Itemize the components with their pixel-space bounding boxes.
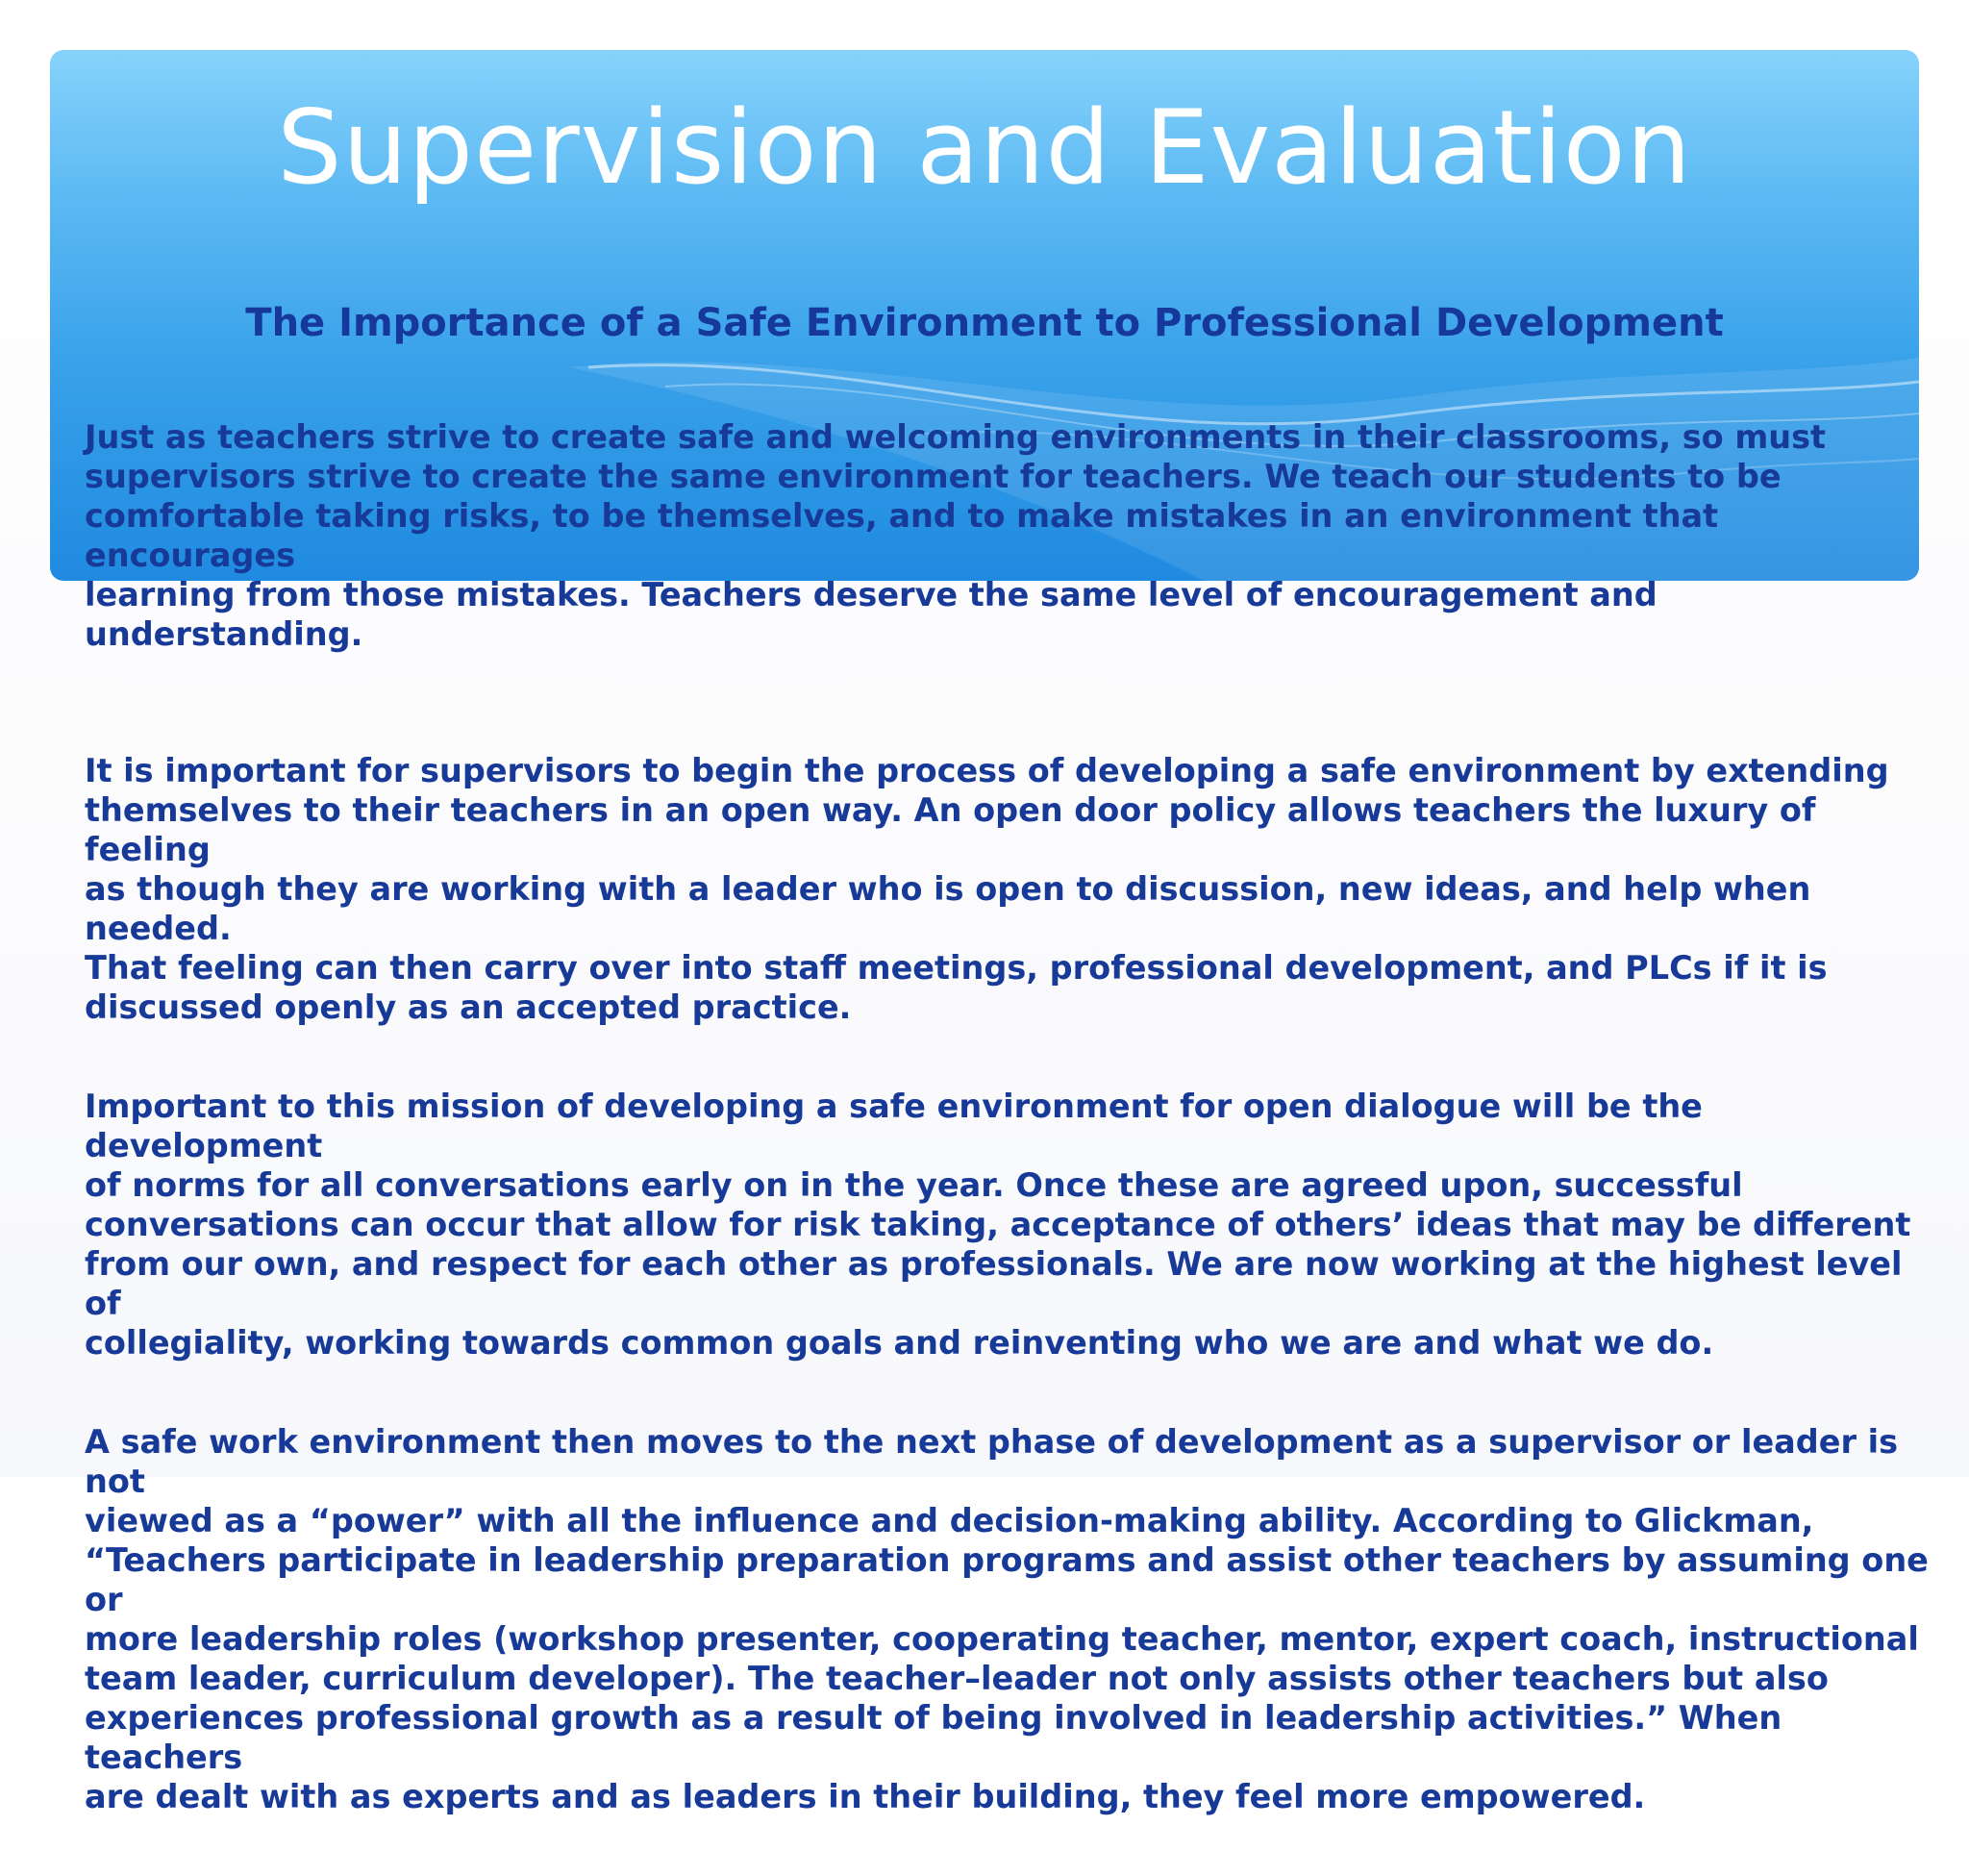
slide-title: Supervision and Evaluation	[277, 88, 1692, 207]
slide-subtitle: The Importance of a Safe Environment to Professional Development	[245, 301, 1724, 345]
paragraph-2: It is important for supervisors to begin the process of developing a safe environment by extending themselves to their teachers in an open way. An open door policy allows teachers the luxury of feeling as though they are working with a leader who is open to discussion, new ideas, and help when needed. That feeling can then carry over into staff meetings, professional development, and PLCs if it is discussed openly as an accepted practice.	[85, 752, 1889, 1026]
paragraph-1: Just as teachers strive to create safe and welcoming environments in their classrooms, so must supervisors strive to create the same environment for teachers. We teach our students to be comfortable taking risks, to be themselves, and to make mistakes in an environment that encourages learning from those mistakes. Teachers deserve the same level of encouragement and understanding.	[85, 418, 1827, 653]
paragraph-4: A safe work environment then moves to the next phase of development as a supervisor or leader is not viewed as a “power” with all the influence and decision-making ability. According to Glickman, “Teachers participate in leadership preparation programs and assist other teachers by assuming one or more leadership roles (workshop presenter, cooperating teacher, mentor, expert coach, instructional team leader, curriculum developer). The teacher–leader not only assists other teachers but also experiences professional growth as a result of being involved in leadership activities.” When teachers are dealt with as experts and as leaders in their building, they feel more empowered.	[85, 1423, 1929, 1815]
body-text	[85, 417, 1931, 1876]
paragraph-3: Important to this mission of developing a safe environment for open dialogue will be the development of norms for all conversations early on in the year. Once these are agreed upon, successful conversations can occur that allow for risk taking, acceptance of others’ ideas that may be different from our own, and respect for each other as professionals. We are now working at the highest level of collegiality, working towards common goals and reinventing who we are and what we do.	[85, 1088, 1911, 1362]
